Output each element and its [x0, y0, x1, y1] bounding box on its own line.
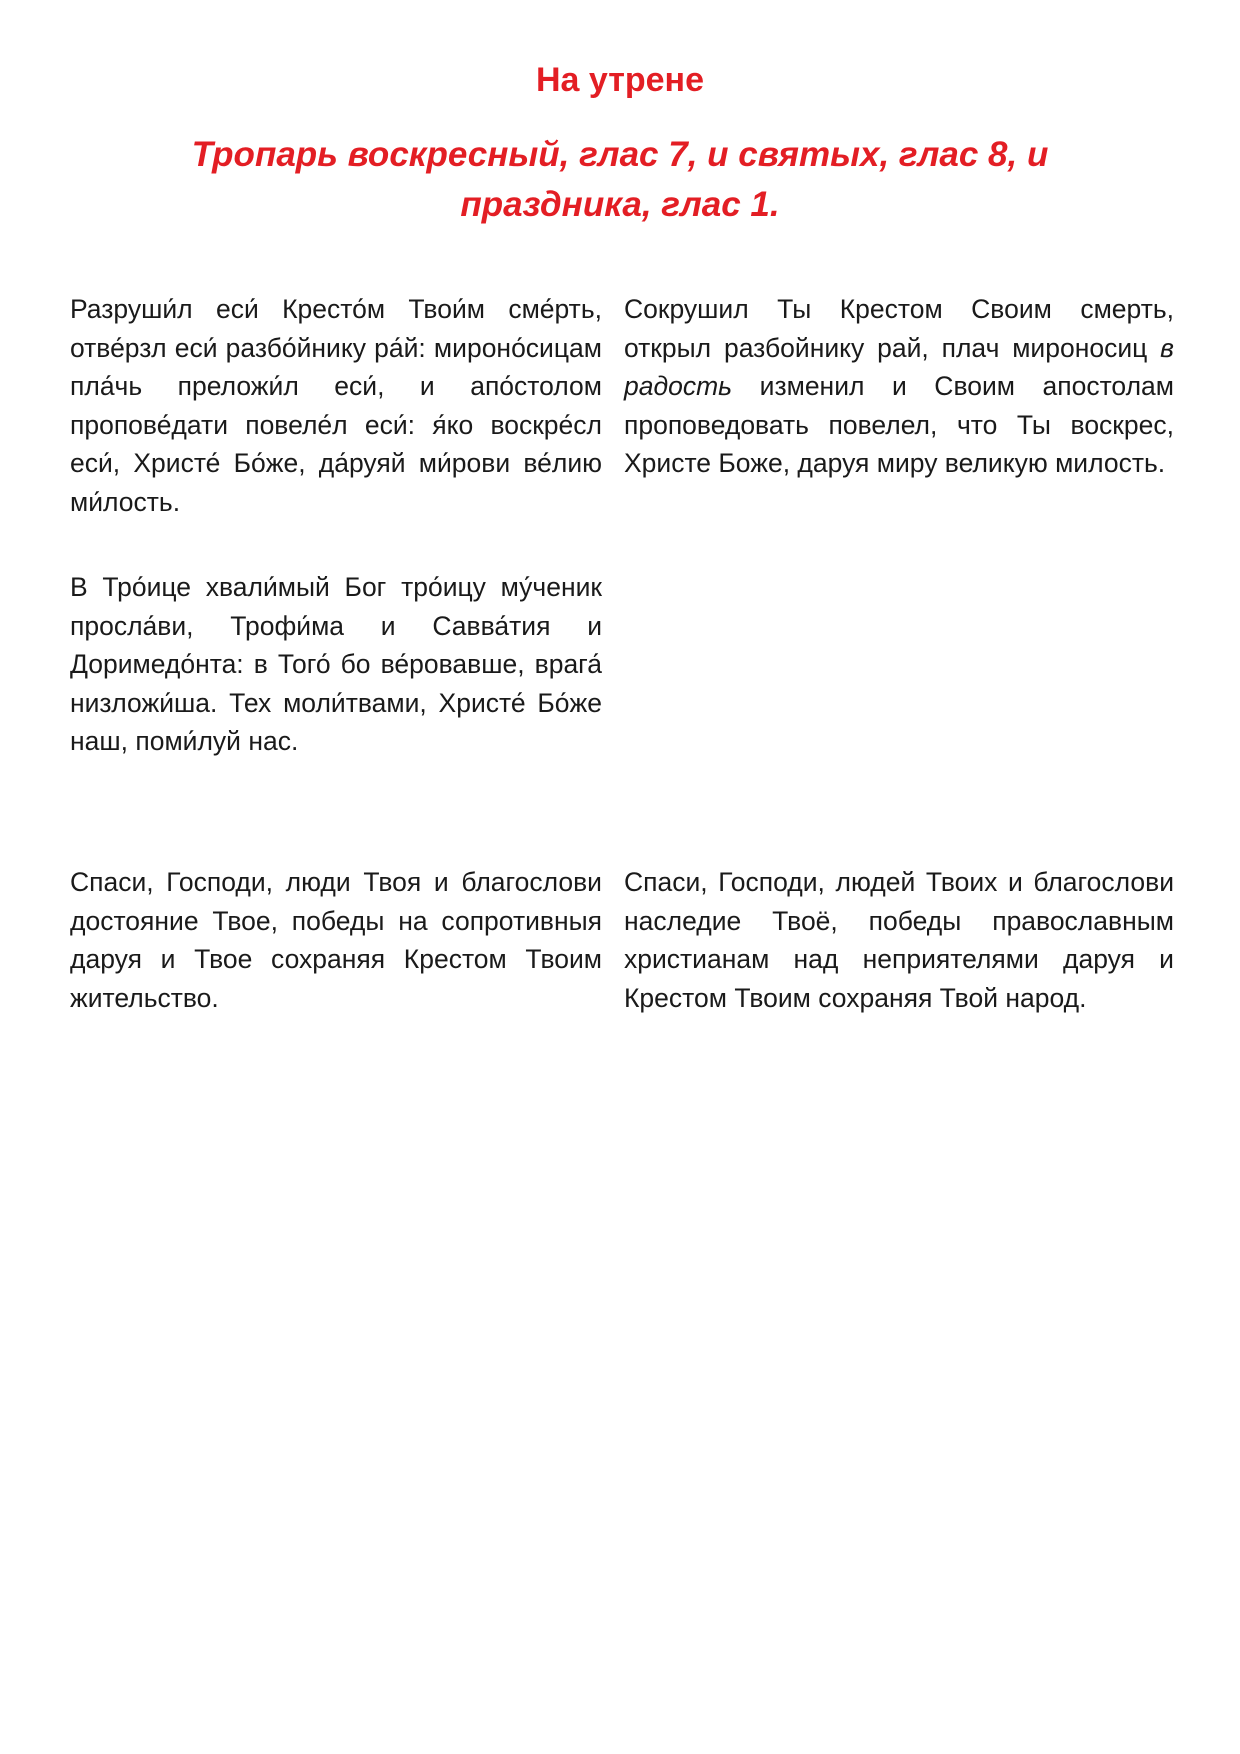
section-title: На утрене	[535, 61, 704, 99]
troparion-sunday-russian-part-1: Сокрушил Ты Крестом Своим смерть, открыл разбойнику рай, плач мироносиц	[624, 294, 1174, 363]
troparion-sunday-slavonic: Разруши́л еси́ Кресто́м Твои́м сме́рть, отве́рзл еси́ разбо́йнику ра́й: мироно́сицам пла́чь преложи́л еси́, и апо́столом пропове́дати повеле́л еси́: я́ко воскре́сл еси́, Христе́ Бо́же, да́руяй ми́рови ве́лию ми́лость.	[70, 294, 602, 517]
troparion-feast-russian: Спаси, Господи, людей Твоих и благослови наследие Твоё, победы православным христианам над неприятелями даруя и Крестом Твоим сохраняя Твой народ.	[624, 867, 1174, 1013]
troparion-sunday-russian	[624, 290, 1174, 483]
troparion-sunday-russian-part-2: изменил и Своим апостолам проповедовать повелел, что Ты воскрес, Христе Боже, даруя миру великую милость.	[624, 371, 1174, 479]
troparion-martyrs-slavonic: В Тро́ице хвали́мый Бог тро́ицу му́ченик просла́ви, Трофи́ма и Савва́тия и Доримедо́нта: в Того́ бо ве́ровавше, врага́ низложи́ша. Тех моли́твами, Христе́ Бо́же наш, поми́луй нас.	[70, 572, 602, 757]
troparion-sunday-russian-emphasis: в радость	[624, 332, 1174, 402]
troparion-feast-slavonic: Спаси, Господи, люди Твоя и благослови достояние Твое, победы на сопротивныя даруя и Твое сохраняя Крестом Твоим жительство.	[70, 867, 602, 1013]
section-subtitle: Тропарь воскресный, глас 7, и святых, глас 8, и праздника, глас 1.	[191, 135, 1049, 224]
